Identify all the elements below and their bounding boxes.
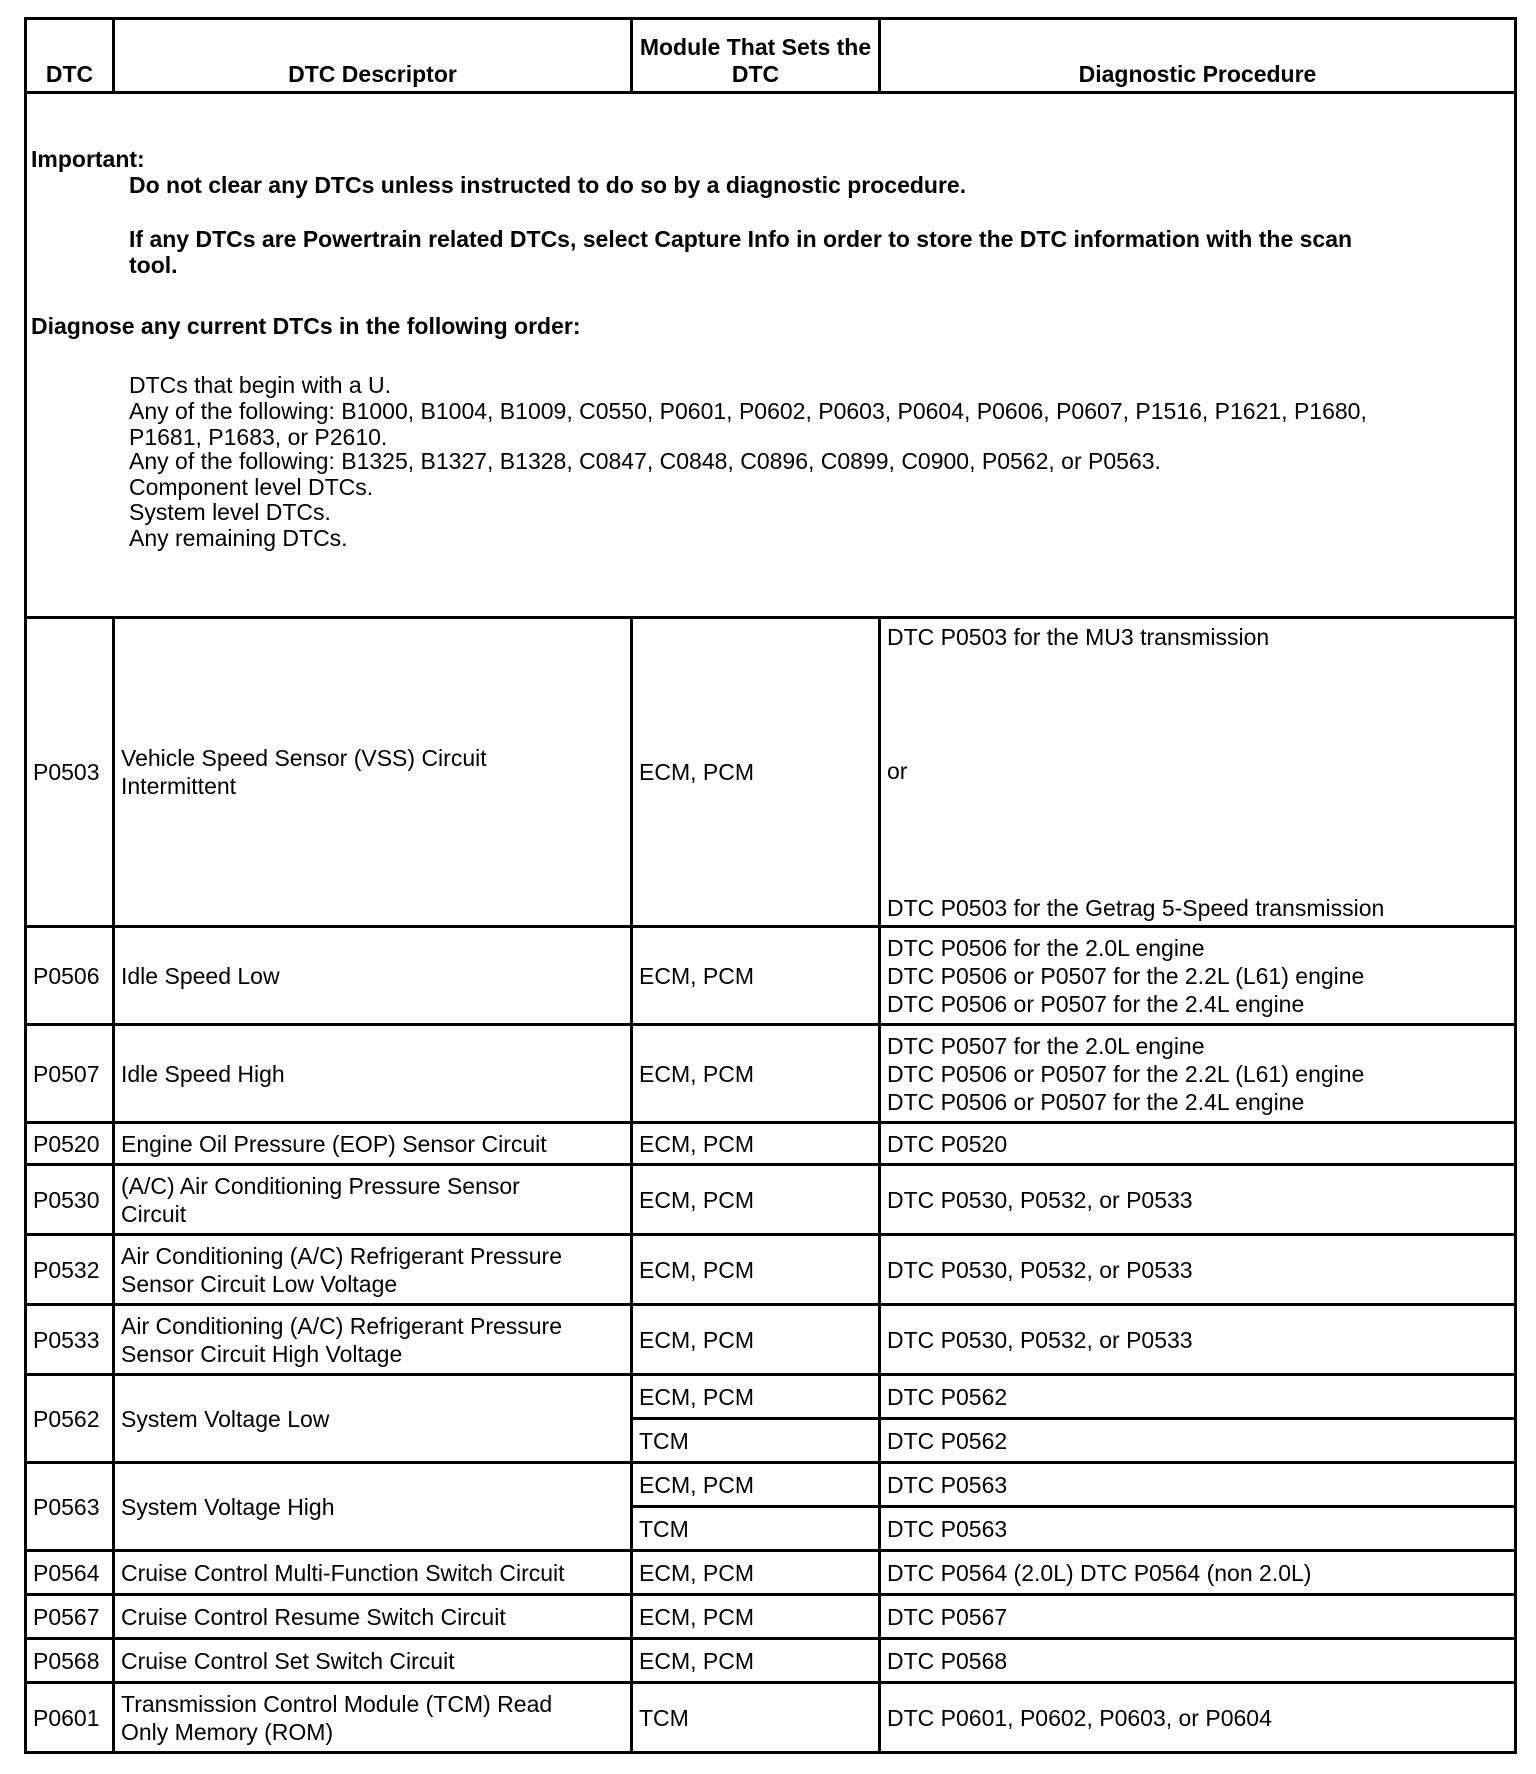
dtc-descriptor: Cruise Control Multi-Function Switch Circuit [114,1551,632,1595]
dtc-procedure [880,927,1516,1025]
important-text-1: Do not clear any DTCs unless instructed to do so by a diagnostic procedure. [129,172,967,198]
dtc-descriptor: Cruise Control Resume Switch Circuit [114,1595,632,1639]
dtc-module: ECM, PCM [632,1025,880,1123]
dtc-module: ECM, PCM [632,1463,880,1507]
descriptor-line: Only Memory (ROM) [121,1718,334,1745]
descriptor-line: Vehicle Speed Sensor (VSS) Circuit [121,745,487,771]
dtc-code: P0520 [26,1123,114,1165]
order-item-3: Any of the following: B1325, B1327, B1328, C0847, C0848, C0896, C0899, C0900, P0562, or P0563. [129,448,1161,474]
descriptor-line: Air Conditioning (A/C) Refrigerant Pressure [121,1312,563,1339]
dtc-code: P0601 [26,1683,114,1753]
header-module: Module That Sets the DTC [632,19,880,93]
dtc-module: ECM, PCM [632,1305,880,1375]
descriptor-line: (A/C) Air Conditioning Pressure Sensor [121,1172,520,1199]
table-header-row [26,19,1516,93]
table-row [26,1683,1516,1753]
dtc-module: ECM, PCM [632,1551,880,1595]
procedure-link[interactable]: DTC P0520 [880,1123,1516,1165]
dtc-code: P0530 [26,1165,114,1235]
dtc-descriptor [114,1165,632,1235]
descriptor-line: Sensor Circuit High Voltage [121,1340,403,1367]
dtc-module: TCM [632,1683,880,1753]
procedure-link[interactable]: DTC P0568 [880,1639,1516,1683]
dtc-procedure [880,1025,1516,1123]
procedure-link[interactable]: DTC P0562 [880,1419,1516,1463]
dtc-descriptor: Engine Oil Pressure (EOP) Sensor Circuit [114,1123,632,1165]
header-descriptor: DTC Descriptor [114,19,632,93]
table-row [26,1639,1516,1683]
dtc-descriptor: System Voltage High [114,1463,632,1551]
procedure-link[interactable]: DTC P0563 [880,1463,1516,1507]
descriptor-line: Transmission Control Module (TCM) Read [121,1690,553,1717]
dtc-code: P0564 [26,1551,114,1595]
descriptor-line: Air Conditioning (A/C) Refrigerant Pressure [121,1242,563,1269]
dtc-descriptor [114,1683,632,1753]
notes-block [27,94,1514,616]
dtc-descriptor [114,618,632,927]
dtc-module: ECM, PCM [632,1123,880,1165]
dtc-code: P0532 [26,1235,114,1305]
table-row [26,618,1516,927]
procedure-link[interactable]: DTC P0503 for the MU3 transmission [887,624,1270,650]
dtc-code: P0568 [26,1639,114,1683]
dtc-module: TCM [632,1507,880,1551]
dtc-descriptor: Idle Speed High [114,1025,632,1123]
dtc-module: ECM, PCM [632,1235,880,1305]
dtc-code: P0563 [26,1463,114,1551]
procedure-link[interactable]: DTC P0506 or P0507 for the 2.4L engine [887,990,1305,1017]
procedure-link[interactable]: DTC P0564 (2.0L) DTC P0564 (non 2.0L) [880,1551,1516,1595]
procedure-link[interactable]: DTC P0507 for the 2.0L engine [887,1032,1205,1059]
dtc-code: P0567 [26,1595,114,1639]
dtc-code: P0506 [26,927,114,1025]
order-item-1: DTCs that begin with a U. [129,372,392,398]
procedure-link[interactable]: DTC P0530, P0532, or P0533 [880,1305,1516,1375]
table-row [26,1595,1516,1639]
order-item-2a: Any of the following: B1000, B1004, B1009, C0550, P0601, P0602, P0603, P0604, P0606, P0607, P1516, P1621, P1680, [129,398,1367,424]
table-row [26,1235,1516,1305]
table-row [26,1025,1516,1123]
order-item-5: System level DTCs. [129,499,331,525]
notes-row [26,93,1516,618]
dtc-code: P0533 [26,1305,114,1375]
descriptor-line: Intermittent [121,773,237,799]
procedure-link[interactable]: DTC P0601, P0602, P0603, or P0604 [880,1683,1516,1753]
procedure-link[interactable]: DTC P0506 or P0507 for the 2.2L (L61) engine [887,1060,1365,1087]
procedure-link[interactable]: DTC P0563 [880,1507,1516,1551]
procedure-link[interactable]: DTC P0567 [880,1595,1516,1639]
table-row [26,927,1516,1025]
dtc-module: ECM, PCM [632,1595,880,1639]
table-row [26,1305,1516,1375]
dtc-code: P0562 [26,1375,114,1463]
table-row [26,1123,1516,1165]
dtc-descriptor: Cruise Control Set Switch Circuit [114,1639,632,1683]
procedure-link[interactable]: DTC P0503 for the Getrag 5-Speed transmission [887,895,1385,921]
table-row [26,1165,1516,1235]
dtc-code: P0503 [26,618,114,927]
procedure-link[interactable]: DTC P0506 for the 2.0L engine [887,934,1205,961]
procedure-link[interactable]: DTC P0506 or P0507 for the 2.2L (L61) engine [887,962,1365,989]
dtc-module: ECM, PCM [632,618,880,927]
table-row [26,1551,1516,1595]
dtc-module: ECM, PCM [632,1375,880,1419]
order-heading: Diagnose any current DTCs in the following order: [31,313,581,339]
dtc-procedure [880,618,1516,927]
procedure-or: or [887,758,908,784]
procedure-link[interactable]: DTC P0530, P0532, or P0533 [880,1235,1516,1305]
dtc-descriptor [114,1235,632,1305]
dtc-module: ECM, PCM [632,927,880,1025]
procedure-link[interactable]: DTC P0530, P0532, or P0533 [880,1165,1516,1235]
dtc-descriptor: Idle Speed Low [114,927,632,1025]
descriptor-line: Circuit [121,1200,187,1227]
dtc-descriptor [114,1305,632,1375]
notes-cell [26,93,1516,618]
dtc-code: P0507 [26,1025,114,1123]
dtc-module: ECM, PCM [632,1639,880,1683]
important-text-2b: tool. [129,252,178,278]
table-row [26,1463,1516,1507]
descriptor-line: Sensor Circuit Low Voltage [121,1270,398,1297]
order-item-6: Any remaining DTCs. [129,525,348,551]
table-row [26,1375,1516,1419]
procedure-link[interactable]: DTC P0562 [880,1375,1516,1419]
dtc-table [24,17,1517,1754]
procedure-link[interactable]: DTC P0506 or P0507 for the 2.4L engine [887,1088,1305,1115]
header-dtc: DTC [26,19,114,93]
dtc-descriptor: System Voltage Low [114,1375,632,1463]
header-procedure: Diagnostic Procedure [880,19,1516,93]
dtc-module: TCM [632,1419,880,1463]
important-label: Important: [31,146,145,172]
dtc-module: ECM, PCM [632,1165,880,1235]
order-item-2b: P1681, P1683, or P2610. [129,424,388,450]
important-text-2a: If any DTCs are Powertrain related DTCs, select Capture Info in order to store the DTC information with the scan [129,226,1353,252]
order-item-4: Component level DTCs. [129,474,374,500]
